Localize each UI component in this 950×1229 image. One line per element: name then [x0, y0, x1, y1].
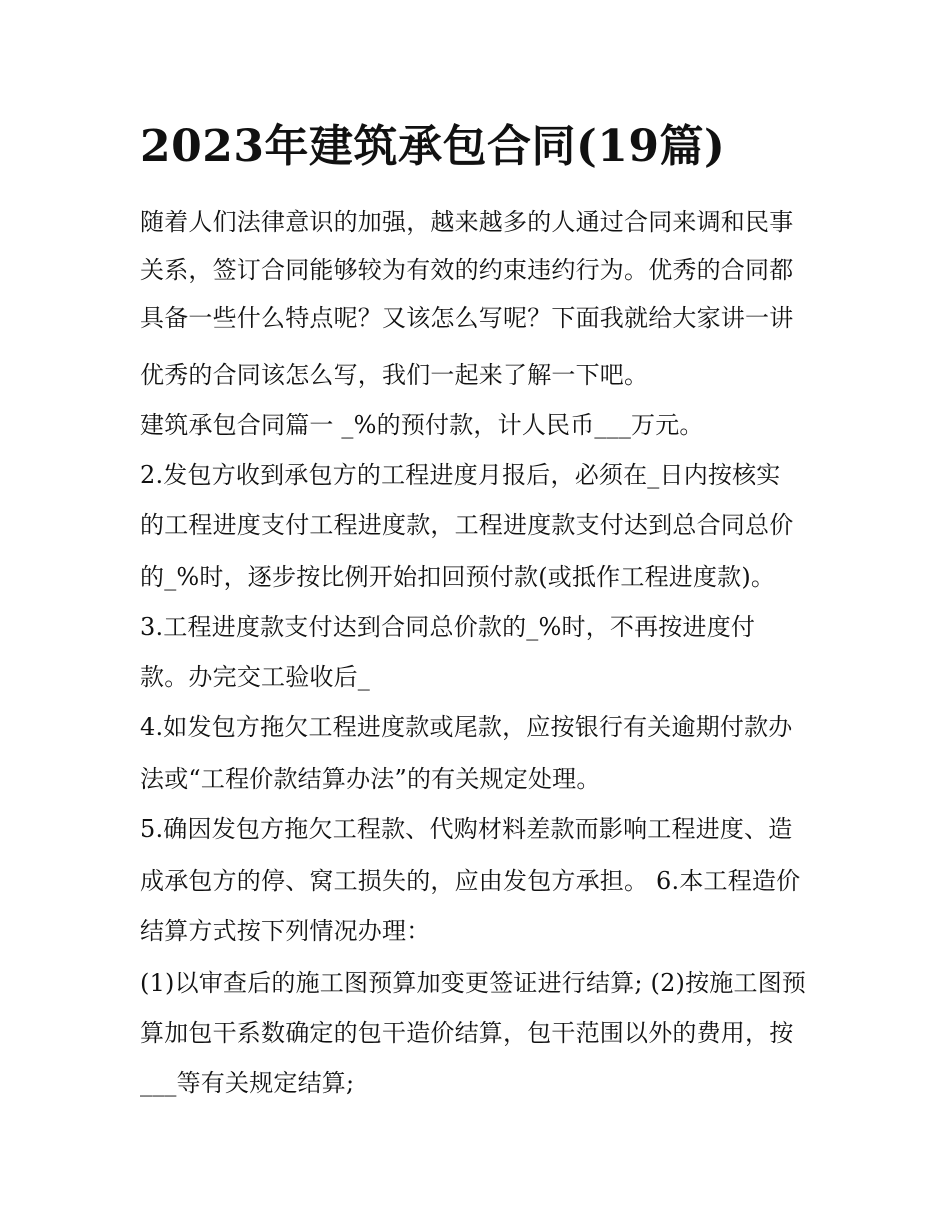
paragraph-line: 3.工程进度款支付达到合同总价款的_%时，不再按进度付	[140, 613, 756, 641]
paragraph-line: 优秀的合同该怎么写，我们一起来了解一下吧。	[140, 361, 649, 389]
paragraph-line: 随着人们法律意识的加强，越来越多的人通过合同来调和民事	[140, 208, 794, 236]
paragraph-line: 5.确因发包方拖欠工程款、代购材料差款而影响工程进度、造	[140, 815, 793, 843]
paragraph-line: (1)以审查后的施工图预算加变更签证进行结算; (2)按施工图预	[140, 969, 807, 997]
paragraph-line: 建筑承包合同篇一 _%的预付款，计人民币___万元。	[140, 411, 704, 439]
document-title: 2023年建筑承包合同(19篇)	[140, 121, 726, 172]
paragraph-line: 具备一些什么特点呢？又该怎么写呢？下面我就给大家讲一讲	[140, 304, 794, 332]
paragraph-line: 款。办完交工验收后_	[140, 663, 370, 691]
paragraph-line: 的_%时，逐步按比例开始扣回预付款(或抵作工程进度款)。	[140, 563, 776, 591]
paragraph-line: 结算方式按下列情况办理：	[140, 917, 431, 945]
paragraph-line: ___等有关规定结算;	[140, 1069, 355, 1097]
paragraph-line: 法或“工程价款结算办法”的有关规定处理。	[140, 765, 601, 793]
paragraph-line: 算加包干系数确定的包干造价结算，包干范围以外的费用，按	[140, 1019, 794, 1047]
paragraph-line: 4.如发包方拖欠工程进度款或尾款，应按银行有关逾期付款办	[140, 713, 793, 741]
paragraph-line: 关系，签订合同能够较为有效的约束违约行为。优秀的合同都	[140, 256, 794, 284]
paragraph-line: 2.发包方收到承包方的工程进度月报后，必须在_日内按核实	[140, 461, 781, 489]
paragraph-line: 成承包方的停、窝工损失的，应由发包方承担。 6.本工程造价	[140, 867, 801, 895]
paragraph-line: 的工程进度支付工程进度款，工程进度款支付达到总合同总价	[140, 511, 794, 539]
